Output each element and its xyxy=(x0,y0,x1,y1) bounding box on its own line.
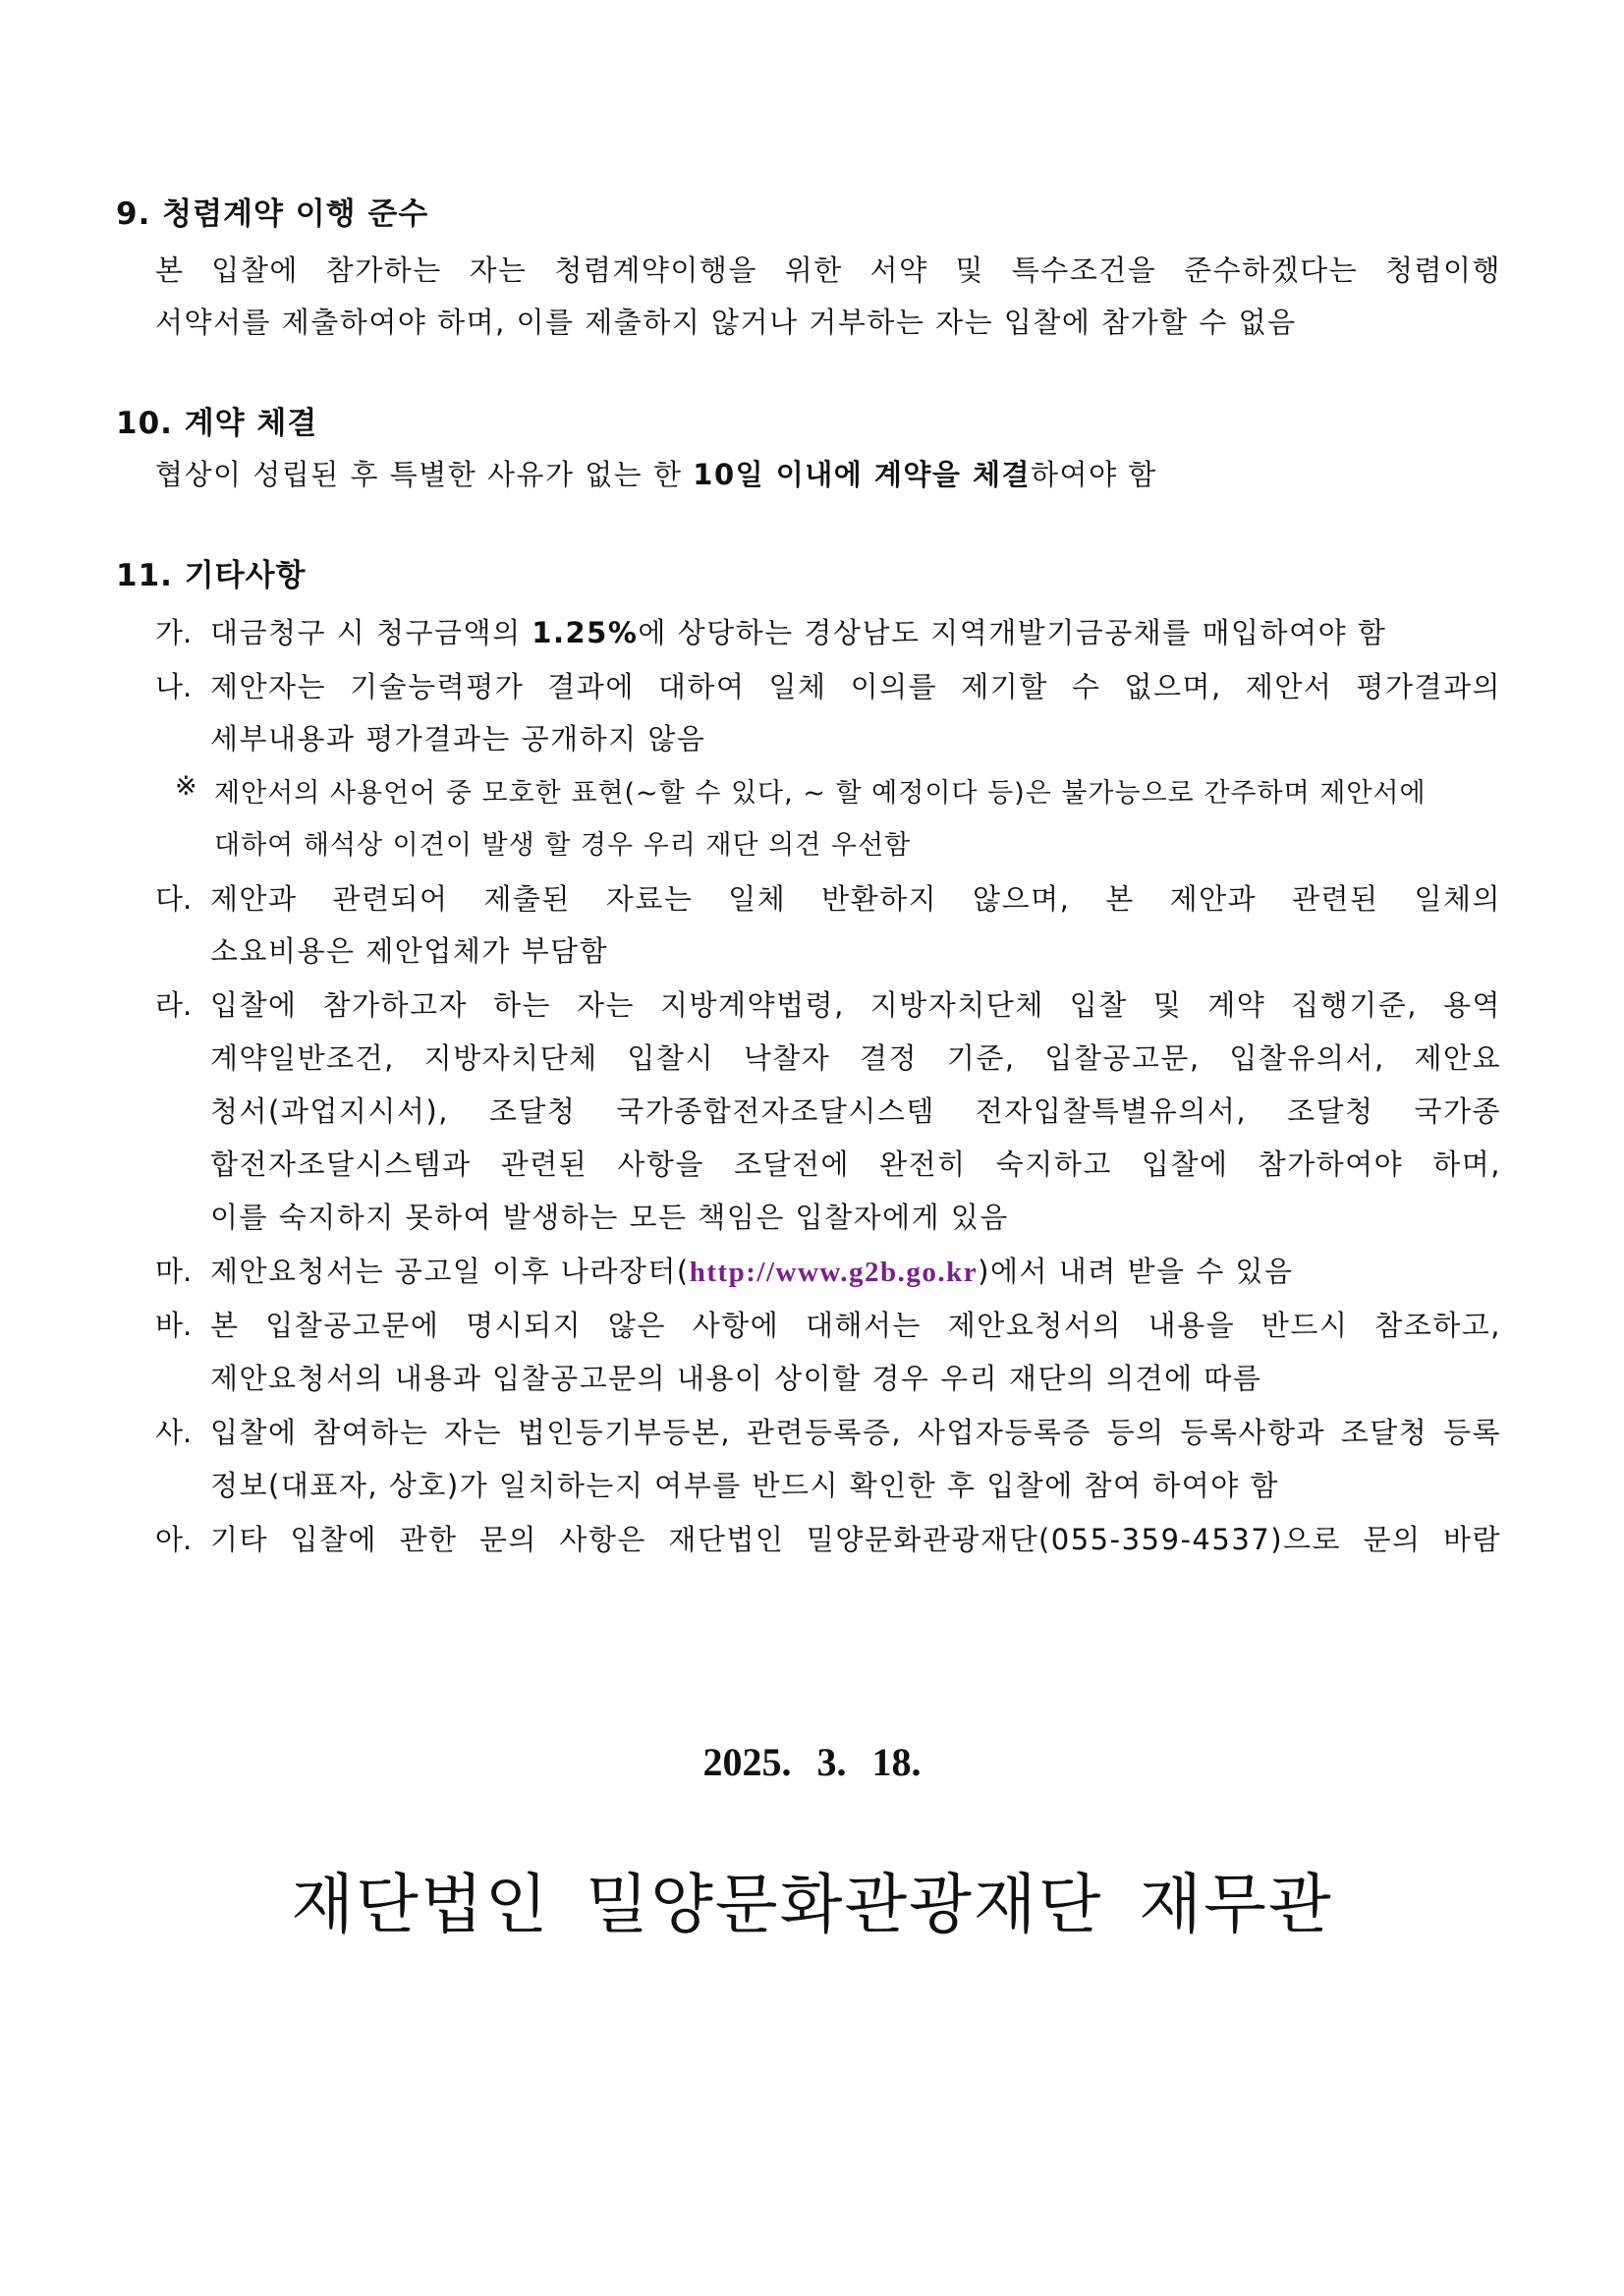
item-ga-line xyxy=(210,611,1386,651)
item-na-label: 나. xyxy=(155,670,193,703)
section-10-text-post: 하여야 함 xyxy=(1031,458,1157,491)
item-ba-line-1: 본 입찰공고문에 명시되지 않은 사항에 대해서는 제안요청서의 내용을 반드시 참조하고, xyxy=(210,1309,1501,1342)
item-na-line-1: 제안자는 기술능력평가 결과에 대하여 일체 이의를 제기할 수 없으며, 제안서 평가결과의 xyxy=(210,670,1501,703)
section-10-text-bold: 10일 이내에 계약을 체결 xyxy=(693,458,1032,491)
issuer-signature: 재단법인 밀양문화관광재단 재무관 xyxy=(291,1867,1333,1942)
item-sa-line-1: 입찰에 참여하는 자는 법인등기부등본, 관련등록증, 사업자등록증 등의 등록사항과 조달청 등록 xyxy=(210,1416,1501,1449)
section-10-line xyxy=(155,453,1157,493)
document-date: 2025. 3. 18. xyxy=(702,1740,922,1784)
item-ma-line xyxy=(210,1250,1293,1290)
item-ba-label: 바. xyxy=(155,1309,193,1342)
section-9-line-1: 본 입찰에 참가하는 자는 청렴계약이행을 위한 서약 및 특수조건을 준수하겠다는 청렴이행 xyxy=(155,253,1501,287)
item-ra-line-5: 이를 숙지하지 못하여 발생하는 모든 책임은 입찰자에게 있음 xyxy=(210,1201,1009,1234)
item-ra-line-4: 합전자조달시스템과 관련된 사항을 조달전에 완전히 숙지하고 입찰에 참가하여야 하며, xyxy=(210,1148,1501,1181)
item-ga-label: 가. xyxy=(155,616,193,649)
section-10-heading: 10. 계약 체결 xyxy=(116,406,318,441)
section-10-text-pre: 협상이 성립된 후 특별한 사유가 없는 한 xyxy=(155,458,694,491)
item-ga-text-bold: 1.25% xyxy=(532,616,639,649)
section-9-heading: 9. 청렴계약 이행 준수 xyxy=(116,196,429,232)
item-sa-label: 사. xyxy=(155,1416,193,1449)
item-ma-label: 마. xyxy=(155,1255,193,1288)
item-ra-label: 라. xyxy=(155,988,193,1022)
item-na-line-2: 세부내용과 평가결과는 공개하지 않음 xyxy=(210,722,706,756)
section-11-heading: 11. 기타사항 xyxy=(116,558,307,593)
item-ma-text-pre: 제안요청서는 공고일 이후 나라장터( xyxy=(210,1255,690,1288)
item-da-line-1: 제안과 관련되어 제출된 자료는 일체 반환하지 않으며, 본 제안과 관련된 일체의 xyxy=(210,882,1501,916)
item-ra-line-3: 청서(과업지시서), 조달청 국가종합전자조달시스템 전자입찰특별유의서, 조달청 국가종 xyxy=(210,1094,1501,1128)
item-ma-text-post: )에서 내려 받을 수 있음 xyxy=(978,1255,1294,1288)
note-line-1: 제안서의 사용언어 중 모호한 표현(~할 수 있다, ~ 할 예정이다 등)은 불가능으로 간주하며 제안서에 xyxy=(214,778,1427,809)
item-ga-text-post: 에 상당하는 경상남도 지역개발기금공채를 매입하여야 함 xyxy=(638,616,1387,649)
section-9-line-2: 서약서를 제출하여야 하며, 이를 제출하지 않거나 거부하는 자는 입찰에 참가할 수 없음 xyxy=(155,306,1297,339)
note-line-2: 대하여 해석상 이견이 발생 할 경우 우리 재단 의견 우선함 xyxy=(214,830,912,861)
g2b-link[interactable]: http://www.g2b.go.kr xyxy=(689,1257,979,1288)
item-ba-line-2: 제안요청서의 내용과 입찰공고문의 내용이 상이할 경우 우리 재단의 의견에 따름 xyxy=(210,1362,1262,1395)
item-a-line: 기타 입찰에 관한 문의 사항은 재단법인 밀양문화관광재단(055-359-4537)으로 문의 바람 xyxy=(210,1523,1501,1556)
item-da-line-2: 소요비용은 제안업체가 부담함 xyxy=(210,934,609,968)
item-ra-line-2: 계약일반조건, 지방자치단체 입찰시 낙찰자 결정 기준, 입찰공고문, 입찰유의서, 제안요 xyxy=(210,1041,1501,1075)
item-da-label: 다. xyxy=(155,882,193,916)
item-ra-line-1: 입찰에 참가하고자 하는 자는 지방계약법령, 지방자치단체 입찰 및 계약 집행기준, 용역 xyxy=(210,988,1501,1022)
note-mark: ※ xyxy=(175,771,198,802)
item-sa-line-2: 정보(대표자, 상호)가 일치하는지 여부를 반드시 확인한 후 입찰에 참여 하여야 함 xyxy=(210,1469,1279,1502)
item-a-label: 아. xyxy=(155,1523,193,1556)
item-ga-text-pre: 대금청구 시 청구금액의 xyxy=(210,616,532,649)
